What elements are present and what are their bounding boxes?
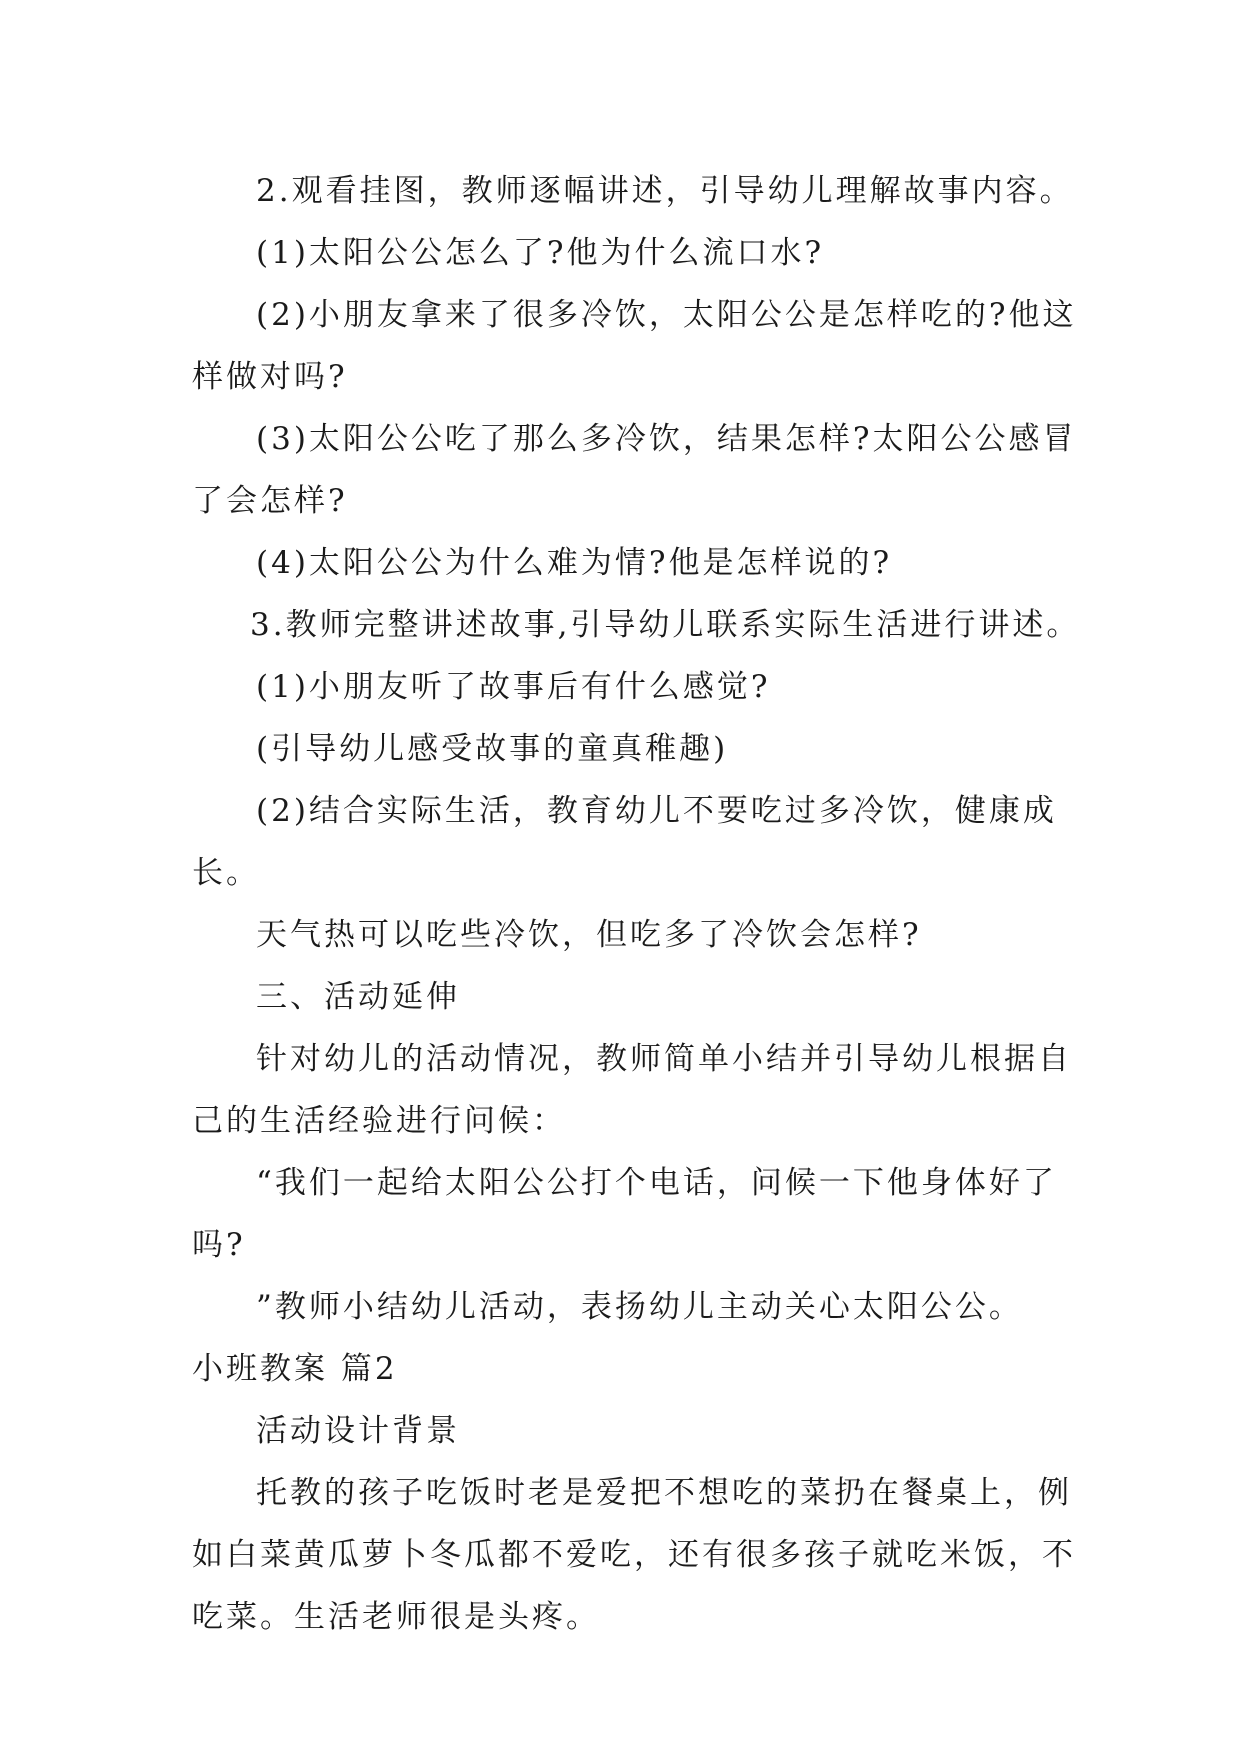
text-line: (2)小朋友拿来了很多冷饮，太阳公公是怎样吃的?他这 [256,297,1077,333]
text-line: 如白菜黄瓜萝卜冬瓜都不爱吃，还有很多孩子就吃米饭，不 [192,1537,1076,1573]
text-line: 吗? [192,1227,246,1263]
text-line: (3)太阳公公吃了那么多冷饮，结果怎样?太阳公公感冒 [256,421,1077,457]
text-line: 针对幼儿的活动情况，教师简单小结并引导幼儿根据自 [256,1041,1072,1077]
text-line: “我们一起给太阳公公打个电话，问候一下他身体好了 [256,1165,1057,1201]
text-line: (引导幼儿感受故事的童真稚趣) [256,731,729,767]
text-line: 了会怎样? [192,483,348,519]
text-line: (2)结合实际生活，教育幼儿不要吃过多冷饮，健康成 [256,793,1057,829]
text-line: 2.观看挂图，教师逐幅讲述，引导幼儿理解故事内容。 [256,173,1074,209]
text-line: 吃菜。生活老师很是头疼。 [192,1599,600,1635]
section-heading: 三、活动延伸 [256,979,460,1015]
text-line: (1)太阳公公怎么了?他为什么流口水? [256,235,825,271]
lesson-title: 小班教案 篇2 [192,1351,398,1387]
text-line: 托教的孩子吃饭时老是爱把不想吃的菜扔在餐桌上，例 [256,1475,1072,1511]
text-line: 长。 [192,855,260,891]
text-line: 己的生活经验进行问候： [192,1103,566,1139]
text-line: 3.教师完整讲述故事,引导幼儿联系实际生活进行讲述。 [250,607,1081,643]
text-line: (4)太阳公公为什么难为情?他是怎样说的? [256,545,893,581]
text-line: 天气热可以吃些冷饮，但吃多了冷饮会怎样? [256,917,922,953]
document-body [192,160,1081,1648]
text-line: ”教师小结幼儿活动，表扬幼儿主动关心太阳公公。 [256,1289,1023,1325]
text-line: 样做对吗? [192,359,348,395]
text-line: (1)小朋友听了故事后有什么感觉? [256,669,771,705]
section-heading: 活动设计背景 [256,1413,460,1449]
